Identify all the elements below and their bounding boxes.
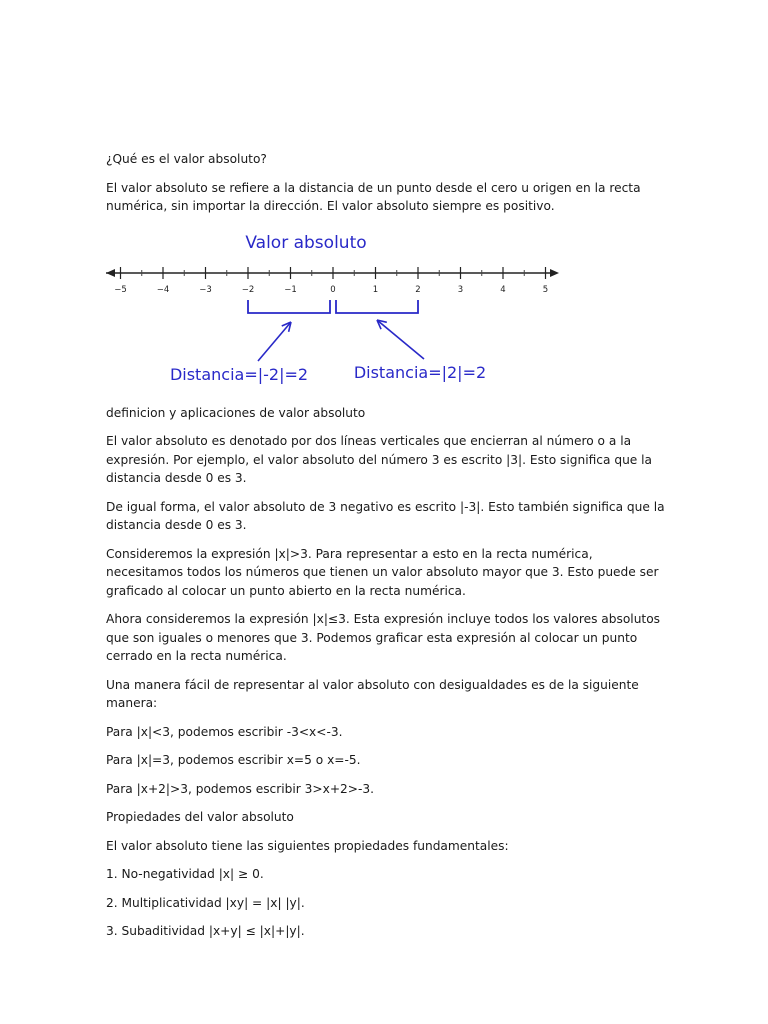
tick-label: −4 <box>156 284 170 295</box>
distance-brackets <box>248 300 424 361</box>
document-page <box>106 150 666 951</box>
paragraph-greater-than: Consideremos la expresión |x|>3. Para representar a esto en la recta numérica, necesitamos todos los números que tienen un valor absoluto mayor que 3. Esto puede ser graficado al colocar un punto abierto en la recta numérica. <box>106 546 659 598</box>
paragraph-properties-intro: El valor absoluto tiene las siguientes propiedades fundamentales: <box>106 838 509 853</box>
bottom-paragraphs <box>106 404 666 941</box>
right-pointer-arrow <box>377 320 424 359</box>
axis-arrow-left <box>106 269 115 277</box>
number-line-figure <box>106 226 566 394</box>
property-subadditivity: 3. Subaditividad |x+y| ≤ |x|+|y|. <box>106 924 305 938</box>
heading-what-is-absolute-value: ¿Qué es el valor absoluto? <box>106 152 267 166</box>
paragraph-definition: El valor absoluto se refiere a la distancia de un punto desde el cero u origen en la recta numérica, sin importar la dirección. El valor absoluto siempre es positivo. <box>106 180 641 213</box>
left-pointer-arrow <box>258 322 291 361</box>
paragraph-inequalities-intro: Una manera fácil de representar al valor absoluto con desigualdades es de la siguiente manera: <box>106 677 639 710</box>
number-line-axis <box>106 267 559 295</box>
tick-label: 2 <box>415 284 421 295</box>
paragraph-example-3: Para |x+2|>3, podemos escribir 3>x+2>-3. <box>106 781 375 796</box>
paragraph-example-1: Para |x|<3, podemos escribir -3<x<-3. <box>106 724 343 739</box>
tick-label: −2 <box>241 284 255 295</box>
left-bracket <box>248 300 330 313</box>
tick-label: 3 <box>457 284 464 295</box>
paragraph-negative: De igual forma, el valor absoluto de 3 negativo es escrito |-3|. Esto también significa que la distancia desde 0 es 3. <box>106 499 665 532</box>
tick-label: 1 <box>372 284 379 295</box>
figure-title: Valor absoluto <box>245 232 367 253</box>
tick-label: 0 <box>330 284 336 295</box>
property-multiplicativity: 2. Multiplicatividad |xy| = |x| |y|. <box>106 895 305 910</box>
paragraph-example-2: Para |x|=3, podemos escribir x=5 o x=-5. <box>106 753 361 767</box>
paragraph-notation: El valor absoluto es denotado por dos líneas verticales que encierran al número o a la expresión. Por ejemplo, el valor absoluto del número 3 es escrito |3|. Esto significa que la distancia desde 0 es 3. <box>106 434 653 485</box>
tick-label: −1 <box>284 284 297 295</box>
right-distance-label: Distancia=|2|=2 <box>353 362 487 382</box>
left-distance-label: Distancia=|-2|=2 <box>169 364 309 384</box>
property-non-negativity: 1. No-negatividad |x| ≥ 0. <box>106 867 264 881</box>
paragraph-less-equal: Ahora consideremos la expresión |x|≤3. Esta expresión incluye todos los valores absolutos que son iguales o menores que 3. Podemos graficar esta expresión al colocar un punto cerrado en la recta numérica. <box>106 612 661 663</box>
right-bracket <box>336 300 418 313</box>
tick-label: −3 <box>199 284 212 295</box>
axis-arrow-right <box>550 269 559 277</box>
paragraph-caption: definicion y aplicaciones de valor absoluto <box>106 405 366 420</box>
tick-label: 5 <box>542 284 549 295</box>
tick-label: −5 <box>114 284 127 295</box>
number-line-svg <box>106 226 566 394</box>
heading-properties: Propiedades del valor absoluto <box>106 810 294 824</box>
tick-label: 4 <box>500 284 506 295</box>
